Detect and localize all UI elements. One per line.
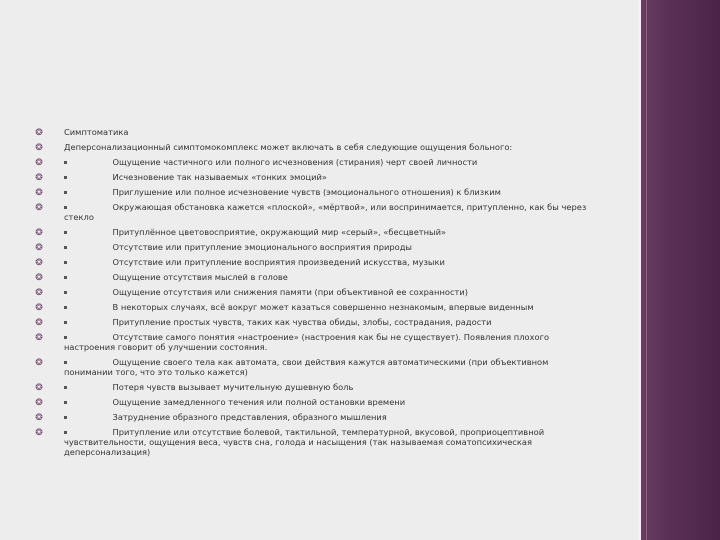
- symptom-text: Приглушение или полное исчезновение чувств (эмоционального отношения) к близким: [112, 187, 501, 197]
- list-item-title: [34, 127, 594, 142]
- list-item: [34, 242, 594, 257]
- list-item: [34, 157, 594, 172]
- list-item: [34, 302, 594, 317]
- sidebar-edge: [638, 0, 641, 540]
- bullet-icon: ❂: [35, 382, 43, 393]
- symptom-text: Притупление простых чувств, таких как чувства обиды, злобы, сострадания, радости: [112, 317, 492, 327]
- bullet-icon: ❂: [35, 287, 43, 298]
- list-item: [34, 382, 594, 397]
- list-item: [34, 227, 594, 242]
- list-item: [34, 397, 594, 412]
- symptom-text: Ощущение отсутствия мыслей в голове: [112, 272, 288, 282]
- symptom-text: Притупление или отсутствие болевой, тактильной, температурной, вкусовой, проприоцептивной чувствительности, ощущения веса, чувств сна, голода и насыщения (так называемая соматопсихическая деперсонализация): [64, 427, 545, 457]
- square-bullet-icon: [64, 361, 67, 364]
- intro-text: Деперсонализационный симптомокомплекс может включать в себя следующие ощущения больного:: [64, 142, 513, 152]
- list-item: [34, 172, 594, 187]
- square-bullet-icon: [64, 206, 67, 209]
- list-item: [34, 332, 594, 357]
- bullet-icon: ❂: [35, 332, 43, 343]
- list-item: [34, 257, 594, 272]
- square-bullet-icon: [64, 386, 67, 389]
- symptom-list: [34, 127, 594, 462]
- list-item: [34, 427, 594, 462]
- square-bullet-icon: [64, 336, 67, 339]
- square-bullet-icon: [64, 306, 67, 309]
- square-bullet-icon: [64, 431, 67, 434]
- bullet-icon: ❂: [35, 397, 43, 408]
- section-title: Симптоматика: [64, 127, 129, 137]
- symptom-text: Отсутствие самого понятия «настроение» (настроения как бы не существует). Появления плохого настроения говорит об улучшении состояния.: [64, 332, 550, 352]
- square-bullet-icon: [64, 321, 67, 324]
- list-item: [34, 187, 594, 202]
- bullet-icon: ❂: [35, 142, 43, 153]
- symptom-text: Окружающая обстановка кажется «плоской», «мёртвой», или воспринимается, притупленно, как бы через стекло: [64, 202, 587, 222]
- bullet-icon: ❂: [35, 157, 43, 168]
- square-bullet-icon: [64, 276, 67, 279]
- square-bullet-icon: [64, 416, 67, 419]
- bullet-icon: ❂: [35, 412, 43, 423]
- square-bullet-icon: [64, 161, 67, 164]
- list-item: [34, 202, 594, 227]
- symptom-text: В некоторых случаях, всё вокруг может казаться совершенно незнакомым, впервые виденным: [112, 302, 534, 312]
- square-bullet-icon: [64, 401, 67, 404]
- list-item: [34, 317, 594, 332]
- square-bullet-icon: [64, 231, 67, 234]
- square-bullet-icon: [64, 176, 67, 179]
- list-item: [34, 412, 594, 427]
- symptom-text: Притуплённое цветовосприятие, окружающий мир «серый», «бесцветный»: [112, 227, 447, 237]
- bullet-icon: ❂: [35, 302, 43, 313]
- bullet-icon: ❂: [35, 242, 43, 253]
- bullet-icon: ❂: [35, 187, 43, 198]
- bullet-icon: ❂: [35, 127, 43, 138]
- bullet-icon: ❂: [35, 427, 43, 438]
- square-bullet-icon: [64, 291, 67, 294]
- bullet-icon: ❂: [35, 357, 43, 368]
- list-item: [34, 357, 594, 382]
- bullet-icon: ❂: [35, 317, 43, 328]
- bullet-icon: ❂: [35, 227, 43, 238]
- square-bullet-icon: [64, 246, 67, 249]
- symptom-text: Отсутствие или притупление эмоционального восприятия природы: [112, 242, 412, 252]
- bullet-icon: ❂: [35, 172, 43, 183]
- sidebar-line: [646, 0, 647, 540]
- symptom-text: Ощущение частичного или полного исчезновения (стирания) черт своей личности: [112, 157, 478, 167]
- list-item: [34, 287, 594, 302]
- bullet-icon: ❂: [35, 272, 43, 283]
- symptom-text: Исчезновение так называемых «тонких эмоций»: [112, 172, 327, 182]
- symptom-text: Ощущение отсутствия или снижения памяти (при объективной ее сохранности): [112, 287, 468, 297]
- decorative-sidebar: [638, 0, 720, 540]
- bullet-icon: ❂: [35, 202, 43, 213]
- list-item: [34, 272, 594, 287]
- square-bullet-icon: [64, 261, 67, 264]
- symptom-text: Ощущение замедленного течения или полной остановки времени: [112, 397, 406, 407]
- symptom-text: Потеря чувств вызывает мучительную душевную боль: [112, 382, 354, 392]
- symptom-text: Ощущение своего тела как автомата, свои действия кажутся автоматическими (при объективном понимании того, что это только кажется): [64, 357, 549, 377]
- square-bullet-icon: [64, 191, 67, 194]
- bullet-icon: ❂: [35, 257, 43, 268]
- list-item-intro: [34, 142, 594, 157]
- symptom-text: Отсутствие или притупление восприятия произведений искусства, музыки: [112, 257, 445, 267]
- symptom-text: Затруднение образного представления, образного мышления: [112, 412, 387, 422]
